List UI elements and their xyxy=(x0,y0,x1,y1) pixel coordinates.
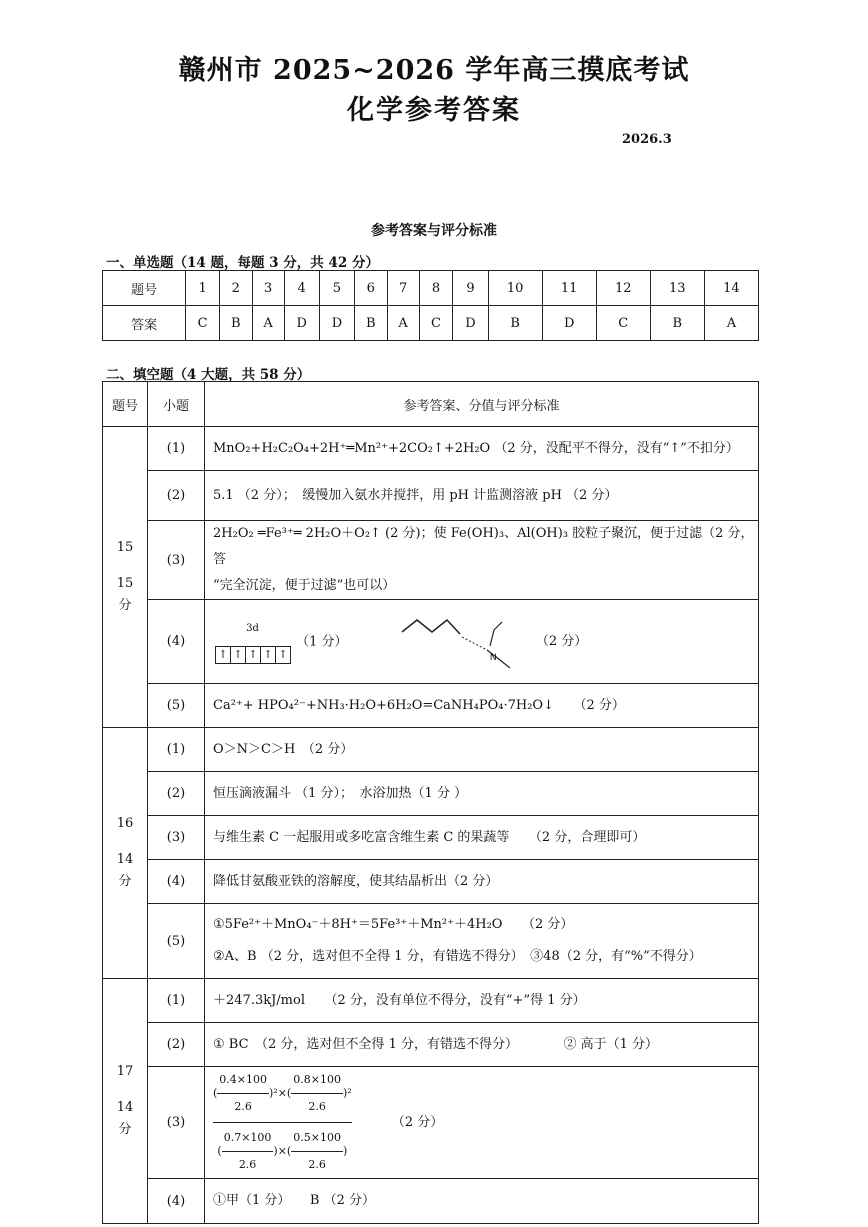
question-number-cell: 6 xyxy=(355,271,388,306)
multiple-choice-table xyxy=(102,270,759,341)
question-number-cell: 11 xyxy=(542,271,596,306)
answer-row xyxy=(103,306,759,341)
orbital-diagram xyxy=(215,616,290,668)
orbital-box: ↑ xyxy=(260,646,276,664)
q15-number: 15 xyxy=(116,540,134,555)
q17-score: 14 xyxy=(116,1100,134,1115)
question-number-cell: 13 xyxy=(650,271,704,306)
q17-unit: 分 xyxy=(118,1122,132,1137)
sub-label: (1) xyxy=(148,979,205,1023)
col-header-answer: 参考答案、分值与评分标准 xyxy=(205,382,759,427)
frac-den: 2.6 xyxy=(308,1100,326,1113)
frac-den: 2.6 xyxy=(238,1158,257,1171)
question-number-cell: 7 xyxy=(387,271,419,306)
answer-cell: C xyxy=(596,306,650,341)
section2-heading: 二、填空题（4 大题，共 58 分） xyxy=(106,367,311,383)
frac-num: 0.4×100 xyxy=(217,1067,269,1094)
answer-cell: 与维生素 C 一起服用或多吃富含维生素 C 的果蔬等 （2 分，合理即可） xyxy=(205,816,759,860)
col-header-question: 题号 xyxy=(103,382,148,427)
question-number-cell: 9 xyxy=(453,271,488,306)
frac-den: 2.6 xyxy=(308,1158,326,1171)
frac-num: 0.7×100 xyxy=(222,1125,274,1152)
q17-label xyxy=(103,979,148,1224)
answer-cell: A xyxy=(252,306,284,341)
answer-line: ②A、B （2 分，选对但不全得 1 分，有错选不得分） ③48（2 分，有“%”不得分） xyxy=(213,949,702,964)
sub-label: (3) xyxy=(148,521,205,600)
frac-den: 2.6 xyxy=(234,1100,252,1113)
orbital-box: ↑ xyxy=(245,646,261,664)
answer-line: “完全沉淀，便于过滤”也可以） xyxy=(213,578,396,593)
question-number-cell: 8 xyxy=(419,271,453,306)
orbital-box: ↑ xyxy=(215,646,231,664)
answer-cell xyxy=(205,1067,759,1179)
question-number-row xyxy=(103,271,759,306)
score-note: （2 分） xyxy=(535,634,588,649)
q16-unit: 分 xyxy=(118,874,132,889)
q16-score: 14 xyxy=(116,852,134,867)
orbital-box: ↑ xyxy=(230,646,246,664)
answer-cell: D xyxy=(319,306,354,341)
question-number-cell: 5 xyxy=(319,271,354,306)
answer-cell xyxy=(205,600,759,684)
sub-label: (5) xyxy=(148,904,205,979)
row-label: 题号 xyxy=(103,271,186,306)
answer-cell: A xyxy=(704,306,758,341)
score-note: （1 分） xyxy=(296,634,348,649)
question-number-cell: 10 xyxy=(488,271,542,306)
q15-label xyxy=(103,427,148,728)
sub-label: (3) xyxy=(148,1067,205,1179)
answer-cell: C xyxy=(419,306,453,341)
answer-cell: 5.1 （2 分）； 缓慢加入氨水并搅拌，用 pH 计监测溶液 pH （2 分） xyxy=(205,471,759,521)
question-number-cell: 3 xyxy=(252,271,284,306)
answer-cell: Ca²⁺+ HPO₄²⁻+NH₃·H₂O+6H₂O=CaNH₄PO₄·7H₂O↓ （2 分） xyxy=(205,684,759,728)
answer-cell: O＞N＞C＞H （2 分） xyxy=(205,728,759,772)
standard-title: 参考答案与评分标准 xyxy=(371,223,497,239)
answer-line: 2H₂O₂ ═Fe³⁺═ 2H₂O＋O₂↑ (2 分)；使 Fe(OH)₃、Al(OH)₃ 胶粒子聚沉，便于过滤（2 分，答 xyxy=(213,526,754,567)
question-number-cell: 2 xyxy=(220,271,253,306)
section1-heading: 一、单选题（14 题，每题 3 分，共 42 分） xyxy=(106,255,379,271)
q17-number: 17 xyxy=(116,1064,134,1079)
page-subtitle: 化学参考答案 xyxy=(347,95,521,126)
answer-line: ①5Fe²⁺＋MnO₄⁻＋8H⁺＝5Fe³⁺＋Mn²⁺＋4H₂O （2 分） xyxy=(213,917,574,932)
answer-cell: MnO₂+H₂C₂O₄+2H⁺═Mn²⁺+2CO₂↑+2H₂O （2 分，没配平不得分，没有“↑”不扣分） xyxy=(205,427,759,471)
question-number-cell: 1 xyxy=(186,271,220,306)
structure-formula-drawing xyxy=(372,612,512,672)
sub-label: (4) xyxy=(148,600,205,684)
sub-label: (2) xyxy=(148,772,205,816)
answer-cell: D xyxy=(284,306,319,341)
q16-number: 16 xyxy=(116,816,134,831)
answer-cell: ① BC （2 分，选对但不全得 1 分，有错选不得分） ② 高于（1 分） xyxy=(205,1023,759,1067)
sub-label: (5) xyxy=(148,684,205,728)
question-number-cell: 14 xyxy=(704,271,758,306)
orbital-label: 3d xyxy=(246,622,259,634)
question-number-cell: 4 xyxy=(284,271,319,306)
q15-score: 15 xyxy=(116,576,134,591)
answer-cell: B xyxy=(355,306,388,341)
answer-cell: A xyxy=(387,306,419,341)
answer-cell: B xyxy=(650,306,704,341)
answer-cell: ＋247.3kJ/mol （2 分，没有单位不得分，没有“+”得 1 分） xyxy=(205,979,759,1023)
frac-num: 0.5×100 xyxy=(291,1125,343,1152)
orbital-box: ↑ xyxy=(275,646,291,664)
svg-text:N: N xyxy=(489,651,497,662)
answer-cell xyxy=(205,904,759,979)
score-note: （2 分） xyxy=(391,1114,444,1130)
frac-num: 0.8×100 xyxy=(291,1067,343,1094)
sub-label: (1) xyxy=(148,427,205,471)
answer-cell: D xyxy=(542,306,596,341)
fill-blank-table xyxy=(102,381,759,1224)
answer-cell: B xyxy=(220,306,253,341)
sub-label: (1) xyxy=(148,728,205,772)
q16-label xyxy=(103,728,148,979)
sub-label: (3) xyxy=(148,816,205,860)
answer-cell xyxy=(205,521,759,600)
answer-cell: C xyxy=(186,306,220,341)
page-title: 赣州市 2025~2026 学年高三摸底考试 xyxy=(178,55,690,86)
answer-cell: 降低甘氨酸亚铁的溶解度，使其结晶析出（2 分） xyxy=(205,860,759,904)
sub-label: (2) xyxy=(148,471,205,521)
q15-unit: 分 xyxy=(118,598,132,613)
exam-date: 2026.3 xyxy=(622,132,672,147)
answer-cell: 恒压滴液漏斗 （1 分）； 水浴加热（1 分 ） xyxy=(205,772,759,816)
sub-label: (4) xyxy=(148,1179,205,1224)
sub-label: (2) xyxy=(148,1023,205,1067)
equilibrium-constant-expression: ( $\frac{0.4\times 100}{2.6}$ )²×( $\frac{0.8\times 100}{2.6}$ )² ( $\frac{0.7\times 100}{2.6}$ )×( $\frac{0.5\times 100}{2.6}$ ) xyxy=(213,1067,352,1178)
answer-cell: ①甲（1 分） B （2 分） xyxy=(205,1179,759,1224)
col-header-sub: 小题 xyxy=(148,382,205,427)
row-label: 答案 xyxy=(103,306,186,341)
question-number-cell: 12 xyxy=(596,271,650,306)
answer-cell: D xyxy=(453,306,488,341)
answer-cell: B xyxy=(488,306,542,341)
sub-label: (4) xyxy=(148,860,205,904)
